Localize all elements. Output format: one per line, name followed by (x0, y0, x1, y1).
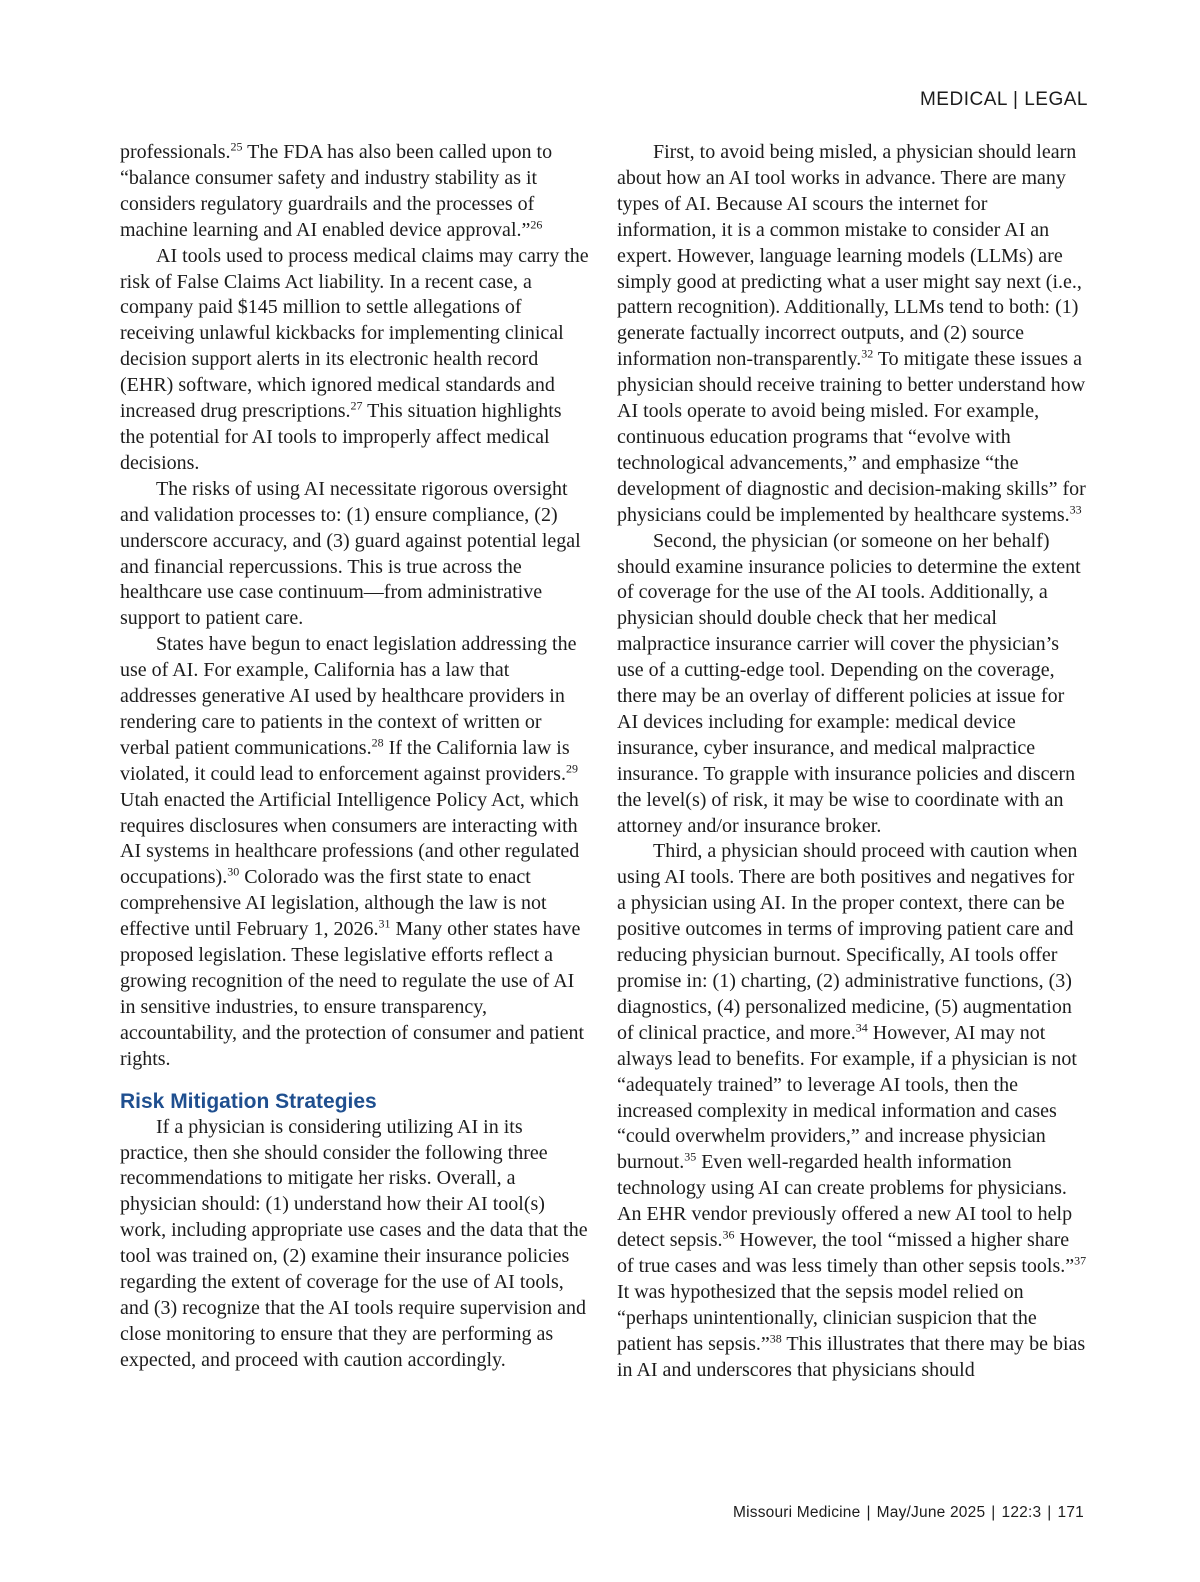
running-head: MEDICAL | LEGAL (919, 89, 1088, 110)
footnote-ref-37[interactable]: 37 (1074, 1253, 1087, 1268)
left-paragraph-4: States have begun to enact legislation addressing the use of AI. For example, California has a law that addresses generative AI used by healthcare providers in rendering care to patients in the context of written or verbal patient communications.$^{28}$ If the California law is violated, it could lead to enforcement against providers.$^{29}$ Utah enacted the Artificial Intelligence Policy Act, which requires disclosures when consumers are interacting with AI systems in healthcare professions (and other regulated occupations).$^{30}$ Colorado was the first state to enact comprehensive AI legislation, although the law is not effective until February 1, 2026.31 Many other states have proposed legislation. These legislative efforts reflect a growing recognition of the need to regulate the use of AI in sensitive industries, to ensure transparency, accountability, and the protection of consumer and patient rights. (120, 633, 585, 1070)
right-paragraph-2: Second, the physician (or someone on her behalf) should examine insurance policies to determine the extent of coverage for the use of the AI tools. Additionally, a physician should double check that her medical malpractice insurance carrier will cover the physician’s use of a cutting-edge tool. Depending on the coverage, there may be an overlay of different policies at issue for AI devices including for example: medical device insurance, cyber insurance, and medical malpractice insurance. To grapple with insurance policies and discern the level(s) of risk, it may be wise to coordinate with an attorney and/or insurance broker. (617, 529, 1081, 837)
footnote-ref-36[interactable]: 36 (722, 1227, 735, 1242)
footer-separator: | (1047, 1504, 1052, 1521)
right-column (617, 140, 1087, 1384)
left-paragraph-1: professionals.$^{25}$ The FDA has also been called upon to “balance consumer safety and industry stability as it considers regulatory guardrails and the processes of machine learning and AI enabled device approval.”$^{26}$ (120, 139, 553, 241)
right-paragraph-1: First, to avoid being misled, a physician should learn about how an AI tool works in advance. There are many types of AI. Because AI scours the internet for information, it is a common mistake to consider AI an expert. However, language learning models (LLMs) are simply good at predicting what a user might say next (i.e., pattern recognition). Additionally, LLMs tend to both: (1) generate factually incorrect outputs, and (2) source information non-transparently.$^{32}$ To mitigate these issues a physician should receive training to better understand how AI tools operate to avoid being misled. For example, continuous education programs that “evolve with technological advancements,” and emphasize “the development of diagnostic and decision-making skills” for physicians could be implemented by healthcare systems.$^{33}$ (617, 141, 1086, 526)
footnote-ref-29[interactable]: 29 (565, 761, 578, 776)
right-paragraph-3: Third, a physician should proceed with caution when using AI tools. There are both positives and negatives for a physician using AI. In the proper context, there can be positive outcomes in terms of improving patient care and reducing physician burnout. Specifically, AI tools offer promise in: (1) charting, (2) administrative functions, (3) diagnostics, (4) personalized medicine, (5) augmentation of clinical practice, and more.$^{34}$ However, AI may not always lead to benefits. For example, if a physician is not “adequately trained” to leverage AI tools, then the increased complexity in medical information and cases “could overwhelm providers,” and increase physician burnout.$^{35}$ Even well-regarded health information technology using AI can create problems for physicians. An EHR vendor previously offered a new AI tool to help detect sepsis.$^{36}$ However, the tool “missed a higher share of true cases and was less timely than other sepsis tools.”$^{37}$ It was hypothesized that the sepsis model relied on “perhaps unintentionally, clinician suspicion that the patient has sepsis.”$^{38}$ This illustrates that there may be bias in AI and underscores that physicians should (617, 840, 1087, 1381)
issue-date: May/June 2025 (876, 1504, 986, 1521)
footnote-ref-25[interactable]: 25 (230, 139, 243, 154)
left-paragraph-5: If a physician is considering utilizing AI in its practice, then she should consider the following three recommendations to mitigate her risks. Overall, a physician should: (1) understand how their AI tool(s) work, including appropriate use cases and the data that the tool was trained on, (2) examine their insurance policies regarding the extent of coverage for the use of AI tools, and (3) recognize that the AI tools require supervision and close monitoring to ensure that they are performing as expected, and proceed with caution accordingly. (120, 1115, 588, 1371)
footnote-ref-30[interactable]: 30 (227, 864, 240, 879)
footnote-ref-35[interactable]: 35 (684, 1149, 697, 1164)
footer-separator: | (866, 1504, 871, 1521)
footnote-ref-33[interactable]: 33 (1069, 502, 1082, 517)
footnote-ref-28[interactable]: 28 (371, 735, 384, 750)
footnote-ref-31[interactable]: 31 (378, 916, 391, 931)
page-number: 171 (1057, 1504, 1084, 1521)
volume-issue: 122:3 (1001, 1504, 1042, 1521)
footnote-ref-38[interactable]: 38 (769, 1331, 782, 1346)
section-heading-risk-mitigation: Risk Mitigation Strategies (120, 1089, 377, 1113)
footnote-ref-27[interactable]: 27 (350, 398, 363, 413)
journal-name: Missouri Medicine (732, 1504, 861, 1521)
left-paragraph-2: AI tools used to process medical claims may carry the risk of False Claims Act liability. In a recent case, a company paid $145 million to settle allegations of receiving unlawful kickbacks for implementing clinical decision support alerts in its electronic health record (EHR) software, which ignored medical standards and increased drug prescriptions.$^{27}$ This situation highlights the potential for AI tools to improperly affect medical decisions. (120, 244, 589, 474)
left-paragraph-3: The risks of using AI necessitate rigorous oversight and validation processes to: (1) ensure compliance, (2) underscore accuracy, and (3) guard against potential legal and financial repercussions. This is true across the healthcare use case continuum—from administrative support to patient care. (120, 477, 581, 630)
footnote-ref-34[interactable]: 34 (855, 1020, 868, 1035)
page-footer (733, 1504, 1084, 1522)
footnote-ref-26[interactable]: 26 (530, 217, 543, 232)
left-column (120, 140, 590, 1374)
footer-separator: | (991, 1504, 996, 1521)
footnote-ref-32[interactable]: 32 (861, 346, 874, 361)
